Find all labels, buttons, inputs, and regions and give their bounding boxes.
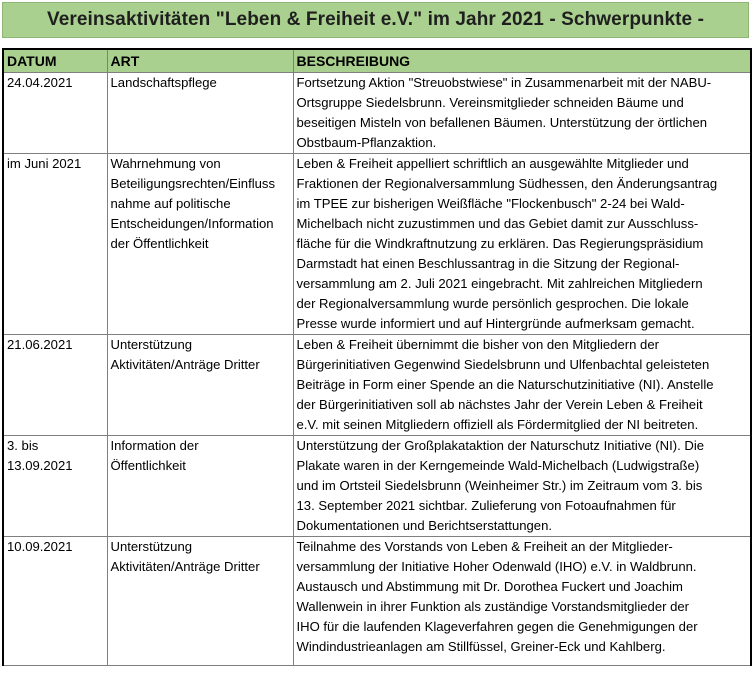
- cell-beschreibung: Unterstützung der Großplakataktion der Naturschutz Initiative (NI). Die Plakate waren in der Kerngemeinde Wald-Michelbach (Ludwigstraße) und im Ortsteil Siedelsbrunn (Weinheimer Str.) im Zeitraum vom 3. bis 13. September 2021 sichtbar. Zulieferung von Fotoaufnahmen für Dokumentationen und Berichtserstattungen.: [293, 436, 751, 537]
- cell-datum: 3. bis 13.09.2021: [3, 436, 107, 537]
- cell-art: Landschaftspflege: [107, 73, 293, 154]
- cell-art: Unterstützung Aktivitäten/Anträge Dritter: [107, 335, 293, 436]
- cell-datum: 24.04.2021: [3, 73, 107, 154]
- table-row: [3, 335, 751, 436]
- cell-datum: 10.09.2021: [3, 537, 107, 666]
- cell-art: Information der Öffentlichkeit: [107, 436, 293, 537]
- cell-datum: im Juni 2021: [3, 154, 107, 335]
- cell-datum: 21.06.2021: [3, 335, 107, 436]
- column-header-datum: DATUM: [3, 49, 107, 73]
- activities-table: [2, 48, 752, 666]
- cell-beschreibung: Leben & Freiheit appelliert schriftlich an ausgewählte Mitglieder und Fraktionen der Regionalversammlung Südhessen, den Änderungsantrag im TPEE zur bisherigen Weißfläche "Flockenbusch" 2-24 bei Wald- Michelbach nicht zuzustimmen und das Gebiet damit zur Ausschluss- fläche für die Windkraftnutzung zu erklären. Das Regierungspräsidium Darmstadt hat einen Beschlussantrag in die Sitzung der Regional- versammlung am 2. Juli 2021 eingebracht. Mit zahlreichen Mitgliedern der Regionalversammlung wurde persönlich gesprochen. Die lokale Presse wurde informiert und auf Hintergründe aufmerksam gemacht.: [293, 154, 751, 335]
- cell-beschreibung: Teilnahme des Vorstands von Leben & Freiheit an der Mitglieder- versammlung der Initiative Hoher Odenwald (IHO) e.V. in Waldbrunn. Austausch und Abstimmung mit Dr. Dorothea Fuckert und Joachim Wallenwein in ihrer Funktion als zuständige Vorstandsmitglieder der IHO für die laufenden Klageverfahren gegen die Genehmigungen der Windindustrieanlagen am Stillfüssel, Greiner-Eck und Kahlberg.: [293, 537, 751, 666]
- cell-art: Wahrnehmung von Beteiligungsrechten/Einfluss nahme auf politische Entscheidungen/Information der Öffentlichkeit: [107, 154, 293, 335]
- table-row: [3, 537, 751, 666]
- page-title: Vereinsaktivitäten "Leben & Freiheit e.V." im Jahr 2021 - Schwerpunkte -: [2, 2, 749, 38]
- cell-beschreibung: Fortsetzung Aktion "Streuobstwiese" in Zusammenarbeit mit der NABU- Ortsgruppe Siedelsbrunn. Vereinsmitglieder schneiden Bäume und beseitigen Misteln von befallenen Bäumen. Unterstützung der örtlichen Obstbaum-Pflanzaktion.: [293, 73, 751, 154]
- table-header-row: [3, 49, 751, 73]
- column-header-beschreibung: BESCHREIBUNG: [293, 49, 751, 73]
- column-header-art: ART: [107, 49, 293, 73]
- table-row: [3, 73, 751, 154]
- cell-art: Unterstützung Aktivitäten/Anträge Dritter: [107, 537, 293, 666]
- cell-beschreibung: Leben & Freiheit übernimmt die bisher von den Mitgliedern der Bürgerinitiativen Gegenwind Siedelsbrunn und Ulfenbachtal geleisteten Beiträge in Form einer Spende an die Naturschutzinitiative (NI). Anstelle der Bürgerinitiativen soll ab nächstes Jahr der Verein Leben & Freiheit e.V. mit seinen Mitgliedern offiziell als Fördermitglied der NI beitreten.: [293, 335, 751, 436]
- table-row: [3, 436, 751, 537]
- table-row: [3, 154, 751, 335]
